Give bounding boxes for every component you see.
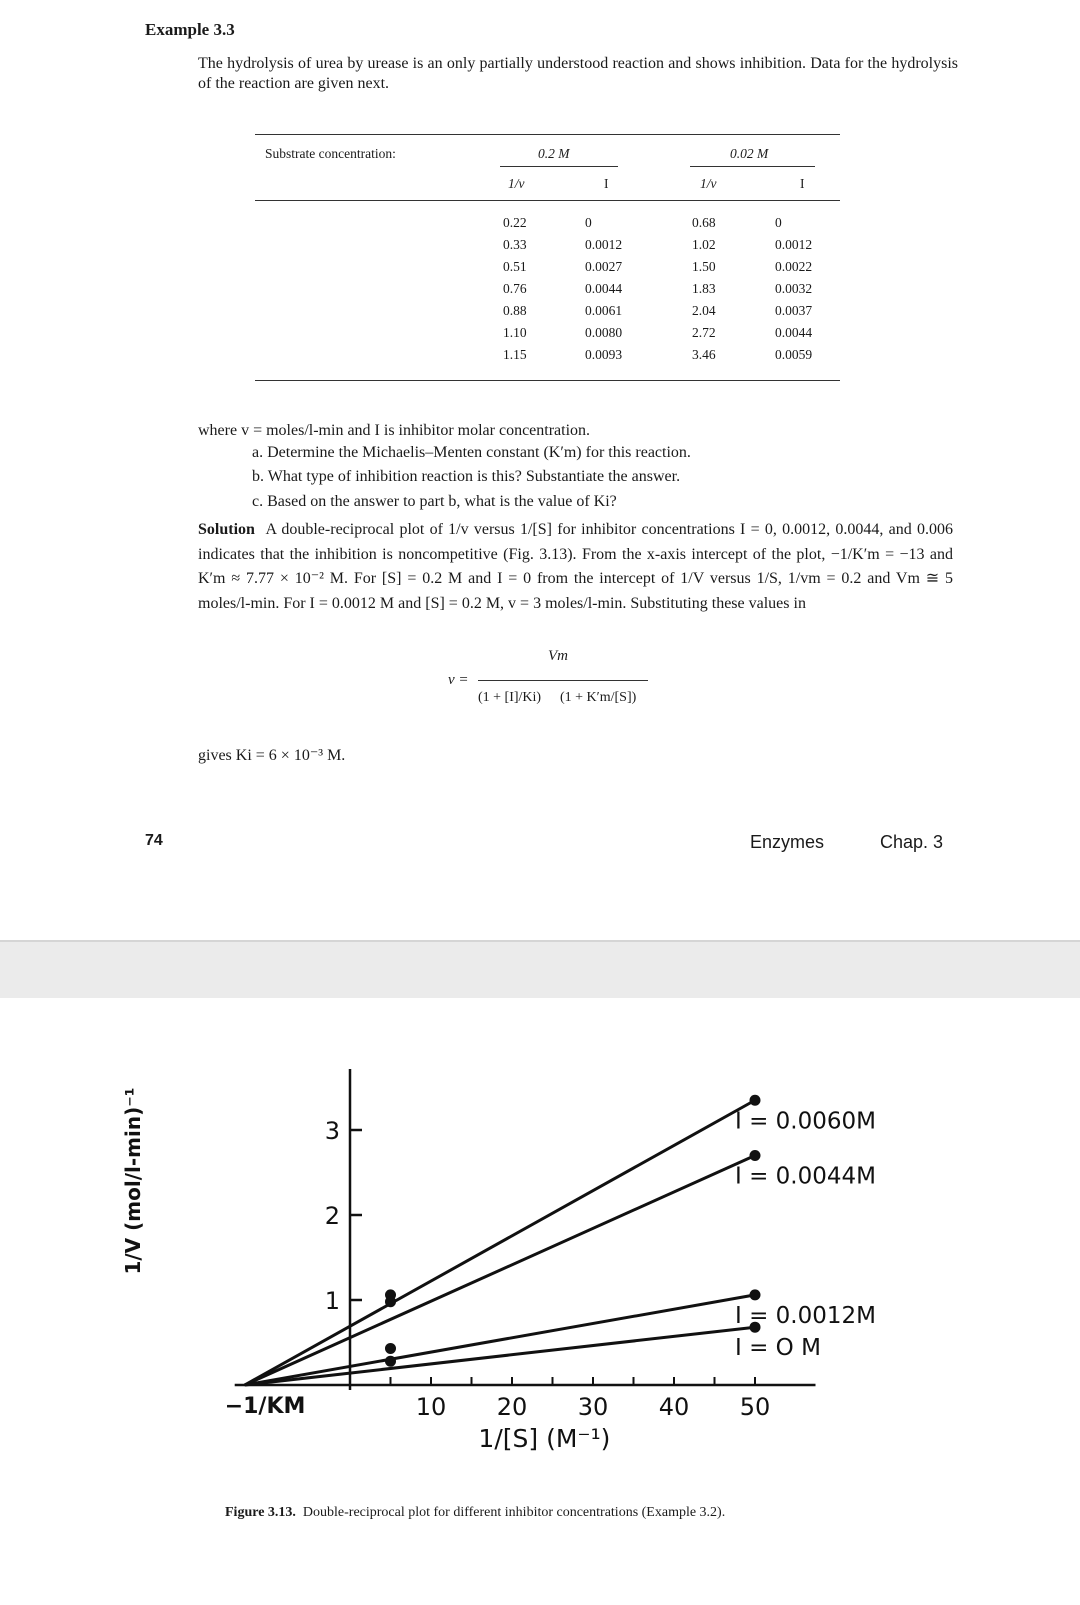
equation-lhs: v = xyxy=(448,672,469,688)
series-label: I = 0.0060M xyxy=(735,1108,876,1135)
table-column-1v-02: 0.22 0.33 0.51 0.76 0.88 1.10 1.15 xyxy=(503,215,527,362)
col-header-4: I xyxy=(800,176,805,191)
x-tick-label: 30 xyxy=(577,1393,609,1421)
equation-denominator-a: (1 + [I]/Ki) xyxy=(478,690,542,705)
series-label: I = 0.0012M xyxy=(735,1302,876,1329)
group-header-1: 0.2 M xyxy=(538,146,570,161)
x-intercept-label: −1/KM xyxy=(224,1394,306,1419)
example-intro: The hydrolysis of urea by urease is an only partially understood reaction and shows inhibition. Data for the hydrolysis of the reaction are given next. xyxy=(198,55,958,92)
figure-caption xyxy=(225,1505,725,1521)
double-reciprocal-chart xyxy=(0,1000,1080,1490)
series-line xyxy=(245,1295,755,1385)
page-number: 74 xyxy=(145,832,163,849)
figure-caption-label: Figure 3.13. xyxy=(225,1505,296,1520)
gives-line: gives Ki = 6 × 10⁻³ M. xyxy=(198,747,346,764)
col-header-1: 1/v xyxy=(508,176,525,191)
data-point xyxy=(385,1296,396,1307)
example-title: Example 3.3 xyxy=(145,20,235,39)
y-tick-label: 3 xyxy=(324,1117,340,1145)
footer-section: Enzymes xyxy=(750,832,825,852)
group-header-2: 0.02 M xyxy=(730,146,769,161)
equation-denominator-b: (1 + K′m/[S]) xyxy=(560,690,637,705)
solution-text: A double-reciprocal plot of 1/v versus 1/[S] for inhibitor concentrations I = 0, 0.0012, 0.0044, and 0.006 indicates that the inhibition is noncompetitive (Fig. 3.13). From the x-axis intercept of the plot, −1/K′m = −13 and K′m ≈ 7.77 × 10⁻² M. For [S] = 0.2 M and I = 0 from the intercept of 1/V versus 1/S, 1/vm = 0.2 and Vm ≅ 5 moles/l-min. For I = 0.0012 M and [S] = 0.2 M, v = 3 moles/l-min. Substituting these values in xyxy=(198,521,954,612)
table-column-I-02: 0 0.0012 0.0027 0.0044 0.0061 0.0080 0.0093 xyxy=(585,215,623,362)
equation-fraction-bar xyxy=(478,680,648,681)
x-tick-label: 40 xyxy=(658,1393,690,1421)
series-label: I = 0.0044M xyxy=(735,1163,876,1190)
series-label: I = O M xyxy=(735,1335,821,1362)
table-top-rule xyxy=(255,134,840,135)
table-bottom-rule xyxy=(255,380,840,381)
y-tick-label: 2 xyxy=(324,1202,340,1230)
series-line xyxy=(245,1100,755,1385)
where-line: where v = moles/l-min and I is inhibitor molar concentration. xyxy=(198,422,591,439)
table-column-1v-002: 0.68 1.02 1.50 1.83 2.04 2.72 3.46 xyxy=(692,215,716,362)
page-separator xyxy=(0,940,1080,1000)
y-tick-label: 1 xyxy=(324,1287,340,1315)
solution-label: Solution xyxy=(198,521,255,538)
x-axis-label: 1/[S] (M⁻¹) xyxy=(478,1424,611,1453)
y-axis-label: 1/V (mol/l-min)⁻¹ xyxy=(121,1087,145,1275)
chart-series-lines xyxy=(245,1100,755,1385)
x-tick-label: 10 xyxy=(415,1393,447,1421)
table-column-I-002: 0 0.0012 0.0022 0.0032 0.0037 0.0044 0.0059 xyxy=(775,215,813,362)
solution-paragraph xyxy=(198,518,953,616)
question-b: b. What type of inhibition reaction is this? Substantiate the answer. xyxy=(252,468,681,485)
group-rule-1 xyxy=(500,166,618,167)
footer-chapter: Chap. 3 xyxy=(880,832,944,852)
col-header-3: 1/v xyxy=(700,176,717,191)
substrate-label: Substrate concentration: xyxy=(265,146,396,161)
equation-numerator: Vm xyxy=(548,648,568,664)
data-point xyxy=(750,1095,761,1106)
data-point xyxy=(750,1289,761,1300)
series-line xyxy=(245,1156,755,1386)
data-point xyxy=(385,1343,396,1354)
figure-caption-text: Double-reciprocal plot for different inhibitor concentrations (Example 3.2). xyxy=(302,1505,726,1520)
question-a: a. Determine the Michaelis–Menten constant (K′m) for this reaction. xyxy=(252,444,691,461)
data-point xyxy=(750,1150,761,1161)
group-rule-2 xyxy=(690,166,815,167)
series-line xyxy=(245,1327,755,1385)
table-header-rule xyxy=(255,200,840,201)
col-header-2: I xyxy=(604,176,609,191)
x-tick-label: 20 xyxy=(496,1393,528,1421)
x-tick-label: 50 xyxy=(739,1393,771,1421)
question-c: c. Based on the answer to part b, what is the value of Ki? xyxy=(252,493,617,510)
data-point xyxy=(385,1356,396,1367)
